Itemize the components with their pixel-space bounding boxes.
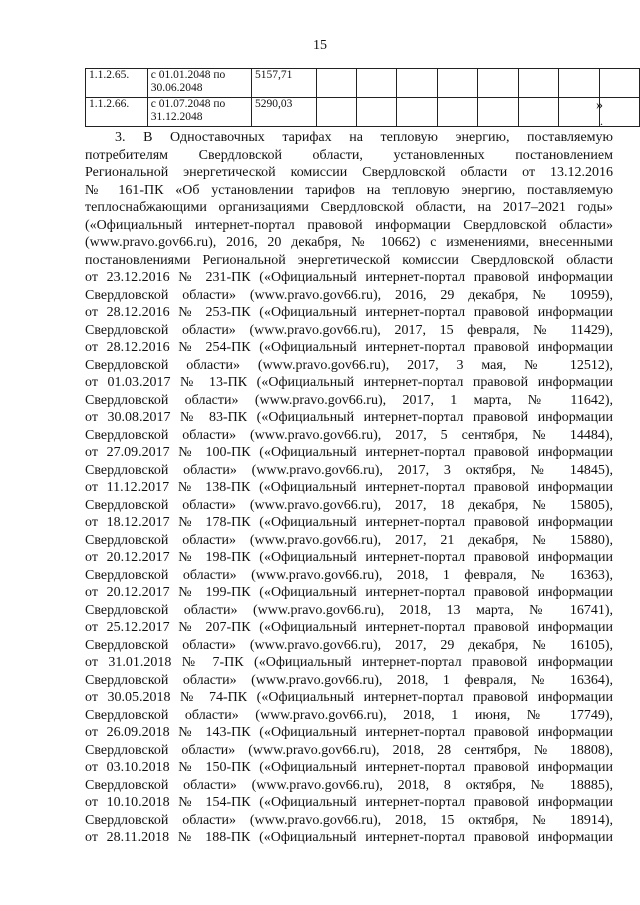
paragraph-line: от 01.03.2017 № 13-ПК («Официальный интернет-портал правовой информации <box>85 375 613 390</box>
paragraph-line: (www.pravo.gov66.ru), 2016, 20 декабря, № 10662) с изменениями, внесенными <box>85 235 613 250</box>
paragraph-line: от 25.12.2017 № 207-ПК («Официальный интернет-портал правовой информации <box>85 620 613 635</box>
paragraph-line: теплоснабжающими организациями Свердловской области, на 2017–2021 годы» <box>85 200 613 215</box>
paragraph-line: постановлениями Региональной энергетической комиссии Свердловской области <box>85 252 613 268</box>
tariff-table <box>85 68 640 127</box>
paragraph-line: от 10.10.2018 № 154-ПК («Официальный интернет-портал правовой информации <box>85 795 613 810</box>
tariff-value-cell: 5157,71 <box>251 69 316 98</box>
empty-cell <box>478 98 518 127</box>
period-cell <box>147 69 251 98</box>
paragraph-line: Свердловской области» (www.pravo.gov66.ru), 2018, 28 сентября, № 18808), <box>85 742 613 758</box>
empty-cell <box>397 98 437 127</box>
period-end-text: 30.06.2048 <box>150 82 203 94</box>
empty-cell <box>357 98 397 127</box>
paragraph-line: Свердловской области» (www.pravo.gov66.ru), 2017, 18 декабря, № 15805), <box>85 497 613 513</box>
row-number-cell: 1.1.2.65. <box>86 69 148 98</box>
empty-cell <box>437 98 477 127</box>
paragraph-line: от 30.05.2018 № 74-ПК («Официальный интернет-портал правовой информации <box>85 690 613 705</box>
empty-cell <box>397 69 437 98</box>
tariff-value-cell: 5290,03 <box>251 98 316 127</box>
paragraph-line: от 11.12.2017 № 138-ПК («Официальный интернет-портал правовой информации <box>85 480 613 495</box>
closing-quote: » <box>596 98 603 113</box>
paragraph-line: («Официальный интернет-портал правовой информации Свердловской области» <box>85 217 613 233</box>
paragraph-line: Свердловской области» (www.pravo.gov66.ru), 2017, 3 мая, № 12512), <box>85 357 613 373</box>
empty-cell <box>316 69 356 98</box>
paragraph-line: от 28.11.2018 № 188-ПК («Официальный интернет-портал правовой информации <box>85 830 613 845</box>
paragraph-line: Свердловской области» (www.pravo.gov66.ru), 2018, 1 июня, № 17749), <box>85 707 613 723</box>
paragraph-line: от 20.12.2017 № 199-ПК («Официальный интернет-портал правовой информации <box>85 585 613 600</box>
empty-cell <box>518 98 558 127</box>
paragraph-line: Региональной энергетической комиссии Свердловской области от 13.12.2016 <box>85 165 613 180</box>
empty-cell <box>518 69 558 98</box>
paragraph-line: Свердловской области» (www.pravo.gov66.ru), 2018, 8 октября, № 18885), <box>85 777 613 793</box>
paragraph-line: от 28.12.2016 № 254-ПК («Официальный интернет-портал правовой информации <box>85 340 613 355</box>
paragraph-line: 3. В Одноставочных тарифах на тепловую энергию, поставляемую <box>115 130 613 145</box>
paragraph-line: от 03.10.2018 № 150-ПК («Официальный интернет-портал правовой информации <box>85 760 613 775</box>
paragraph-line: от 18.12.2017 № 178-ПК («Официальный интернет-портал правовой информации <box>85 515 613 530</box>
empty-cell <box>559 98 599 127</box>
paragraph-line: Свердловской области» (www.pravo.gov66.ru), 2018, 1 февраля, № 16364), <box>85 672 613 688</box>
paragraph-line: Свердловской области» (www.pravo.gov66.ru), 2018, 13 марта, № 16741), <box>85 602 613 618</box>
paragraph-line: потребителям Свердловской области, установленных постановлением <box>85 147 613 163</box>
table-row <box>86 98 640 127</box>
period-cell <box>147 98 251 127</box>
amendment-paragraph <box>85 129 613 847</box>
paragraph-line: Свердловской области» (www.pravo.gov66.ru), 2017, 1 марта, № 11642), <box>85 392 613 408</box>
paragraph-line: Свердловской области» (www.pravo.gov66.ru), 2018, 15 октября, № 18914), <box>85 812 613 828</box>
tariff-table-body <box>86 69 640 127</box>
empty-cell <box>357 69 397 98</box>
row-number-cell: 1.1.2.66. <box>86 98 148 127</box>
paragraph-line: Свердловской области» (www.pravo.gov66.ru), 2017, 21 декабря, № 15880), <box>85 532 613 548</box>
empty-cell <box>559 69 599 98</box>
paragraph-line: Свердловской области» (www.pravo.gov66.ru), 2017, 15 февраля, № 11429), <box>85 322 613 338</box>
paragraph-line: от 31.01.2018 № 7-ПК («Официальный интернет-портал правовой информации <box>85 655 613 670</box>
paragraph-line: № 161-ПК «Об установлении тарифов на тепловую энергию, поставляемую <box>85 182 613 198</box>
paragraph-line: Свердловской области» (www.pravo.gov66.ru), 2016, 29 декабря, № 10959), <box>85 287 613 303</box>
empty-cell <box>478 69 518 98</box>
paragraph-line: от 26.09.2018 № 143-ПК («Официальный интернет-портал правовой информации <box>85 725 613 740</box>
empty-cell <box>599 69 639 98</box>
paragraph-line: Свердловской области» (www.pravo.gov66.ru), 2017, 5 сентября, № 14484), <box>85 427 613 443</box>
paragraph-line: Свердловской области» (www.pravo.gov66.ru), 2017, 29 декабря, № 16105), <box>85 637 613 653</box>
closing-dot: . <box>600 114 603 128</box>
table-row <box>86 69 640 98</box>
period-start-text: с 01.07.2048 по <box>150 98 226 110</box>
empty-cell <box>316 98 356 127</box>
paragraph-line: от 30.08.2017 № 83-ПК («Официальный интернет-портал правовой информации <box>85 410 613 425</box>
period-start-text: с 01.01.2048 по <box>150 69 226 81</box>
empty-cell <box>599 98 639 127</box>
paragraph-line: от 20.12.2017 № 198-ПК («Официальный интернет-портал правовой информации <box>85 550 613 565</box>
paragraph-line: от 28.12.2016 № 253-ПК («Официальный интернет-портал правовой информации <box>85 305 613 320</box>
paragraph-line: Свердловской области» (www.pravo.gov66.ru), 2017, 3 октября, № 14845), <box>85 462 613 478</box>
period-end-text: 31.12.2048 <box>150 111 203 123</box>
paragraph-line: от 27.09.2017 № 100-ПК («Официальный интернет-портал правовой информации <box>85 445 613 460</box>
page-number: 15 <box>313 38 327 53</box>
paragraph-line: Свердловской области» (www.pravo.gov66.ru), 2018, 1 февраля, № 16363), <box>85 567 613 583</box>
paragraph-line: от 23.12.2016 № 231-ПК («Официальный интернет-портал правовой информации <box>85 270 613 285</box>
empty-cell <box>437 69 477 98</box>
